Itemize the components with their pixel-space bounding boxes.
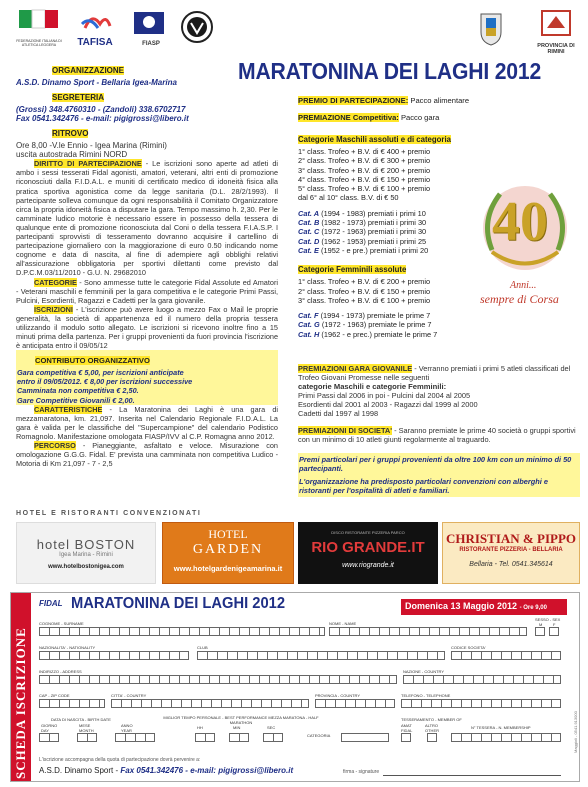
categorie-text: - Sono ammesse tutte le categorie Fidal Assolute ed Amatori - Veterani maschili e femminili per la gara competitiva e le categorie Primi Passi, Pulcini, Esordienti, Ragazzi e Cadetti per la gara giovanile.: [16, 277, 278, 305]
field-ntessera[interactable]: [451, 733, 561, 742]
cat-text: (1972 - 1963) premiate le prime 7: [321, 320, 432, 330]
form-side-band: [11, 593, 31, 781]
side-code-text: Maggioli - 0541.913000: [573, 711, 578, 753]
giovanile-t1: - Verranno premiati i primi 5 atleti classificati del Trofeo Giovani Promesse nelle seguenti: [298, 364, 571, 383]
giovanile-t2: categorie Maschili e categorie Femminili:: [298, 382, 447, 392]
giovanile-section: [298, 364, 580, 497]
label-m: M: [539, 622, 543, 627]
page-title: MARATONINA DEI LAGHI 2012: [238, 58, 542, 84]
label-nazione: NAZIONE - COUNTRY: [403, 669, 445, 674]
field-categoria[interactable]: [341, 733, 389, 742]
field-provincia[interactable]: [315, 699, 395, 708]
maschili-row: 3° class. Trofeo + B.V. di € 200 + premio: [298, 165, 431, 175]
maschili-row: 4° class. Trofeo + B.V. di € 150 + premio: [298, 174, 431, 184]
boston-name: hotel BOSTON: [36, 537, 136, 552]
fiasp-label: FIASP: [142, 41, 160, 47]
ritrovo-line2: uscita autostrada Rimini NORD: [16, 150, 128, 160]
cat-code: Cat. H: [298, 329, 320, 339]
cat-text: (1952 - e pre.) premiati i primi 20: [321, 245, 429, 255]
label-mese: MESE MONTH: [79, 723, 94, 733]
cat-text: (1962 - e prec.) premiate le prime 7: [321, 329, 438, 339]
field-cap[interactable]: [39, 699, 105, 708]
field-nazione[interactable]: [403, 675, 561, 684]
badge-line2: sempre di Corsa: [480, 292, 559, 306]
org-heading: ORGANIZZAZIONE: [52, 66, 124, 75]
label-telefono: TELEFONO - TELEPHONE: [401, 693, 451, 698]
field-hh[interactable]: [195, 733, 215, 742]
special-t2: L'organizzazione ha predisposto particolari convenzioni con alberghi e ristoranti per l'ospitalità di atleti e familiari.: [299, 476, 548, 496]
label-cap: CAP - ZIP CODE: [39, 693, 70, 698]
provincia-label: PROVINCIA DI RIMINI: [537, 43, 575, 55]
tafisa-swirl-icon: [70, 10, 120, 32]
label-f: F: [553, 622, 556, 627]
cat-text: (1994 - 1983) premiati i primi 10: [321, 208, 426, 218]
field-giorno[interactable]: [39, 733, 59, 742]
label-sesso: SESSO - SEX: [535, 617, 561, 622]
label-altro: ALTRO OTHER: [425, 723, 439, 733]
categorie-heading: CATEGORIE: [34, 277, 77, 287]
cat-row: [298, 246, 478, 255]
field-telefono[interactable]: [401, 699, 561, 708]
label-nome: NOME - NAME: [329, 621, 357, 626]
maschili-list: [298, 147, 478, 203]
cat-code: Cat. E: [298, 245, 319, 255]
maschili-cats: [298, 209, 478, 255]
form-note: L'iscrizione accompagna della quota di partecipazione dovrà pervenire a:: [39, 757, 201, 763]
field-firma[interactable]: [383, 775, 561, 776]
label-categoria: CATEGORIA: [307, 733, 331, 738]
form-date: Domenica 13 Maggio 2012: [405, 601, 518, 611]
societa-heading: PREMIAZIONI DI SOCIETA': [298, 425, 393, 435]
sponsor-riogrande[interactable]: [298, 522, 438, 584]
label-provincia: PROVINCIA - COUNTRY: [315, 693, 361, 698]
garden-hotel: HOTEL: [208, 527, 248, 541]
field-sex-f[interactable]: [549, 627, 559, 636]
femminili-heading: Categorie Femminili assolute: [298, 265, 407, 275]
boston-sub: Igea Marina - Rimini: [59, 552, 113, 558]
maschili-row: 1° class. Trofeo + B.V. di € 400 + premio: [298, 147, 431, 156]
provincia-crest-icon: [539, 8, 573, 38]
side-code: [573, 653, 578, 753]
contributo-line4: Gare Competitive Giovanili € 2,00.: [17, 395, 135, 405]
cat-row: [298, 218, 478, 227]
ritrovo-line1: Ore 8,00 -V.le Ennio - Igea Marina (Rimini): [16, 141, 167, 151]
tafisa-label: TAFISA: [77, 37, 113, 48]
percorso-heading: PERCORSO: [34, 441, 76, 450]
femminili-row: 1° class. Trofeo + B.V. di € 200 + premio: [298, 277, 431, 287]
maschili-row: dal 6° al 10° class. B.V. di € 50: [298, 193, 399, 203]
label-min: MIN: [233, 725, 241, 730]
label-amat: AMAT FIDAL: [401, 723, 413, 733]
femminili-cats: [298, 311, 478, 339]
cat-row: [298, 237, 478, 246]
field-min[interactable]: [229, 733, 249, 742]
label-tempo: MIGLIOR TEMPO PERSONALE - BEST PERFORMANCE MEZZA MARATONA - HALF MARATHON: [163, 715, 319, 725]
label-indirizzo: INDIRIZZO - ADDRESS: [39, 669, 82, 674]
label-codice: CODICE SOCIETA': [451, 645, 486, 650]
field-cognome[interactable]: [39, 627, 325, 636]
form-time: - Ore 9,00: [519, 605, 547, 611]
giovanile-t3: Primi Passi dal 2006 in poi - Pulcini dal 2004 al 2005: [298, 391, 471, 401]
societa-text: - Saranno premiate le prime 40 società o gruppi sportivi con un minimo di 10 atleti giunti regolarmente al traguardo.: [298, 425, 576, 444]
field-amat[interactable]: [401, 733, 411, 742]
garden-name: GARDEN: [192, 542, 264, 557]
label-hh: HH: [197, 725, 203, 730]
label-tesseramento: TESSERAMENTO - MEMBER OF: [401, 717, 462, 722]
field-sec[interactable]: [263, 733, 283, 742]
premiazione-text: Pacco gara: [400, 113, 440, 122]
crest-icon: [478, 10, 504, 46]
cat-code: Cat. D: [298, 236, 320, 246]
cat-code: Cat. G: [298, 320, 320, 330]
ivv-logo: [180, 10, 214, 49]
giovanile-heading: PREMIAZIONI GARA GIOVANILE: [298, 364, 413, 373]
form-footer: [39, 766, 293, 775]
field-citta[interactable]: [111, 699, 309, 708]
provincia-logo: [532, 8, 580, 55]
org-name: A.S.D. Dinamo Sport - Bellaria Igea-Marina: [16, 78, 177, 87]
special-box: [298, 453, 580, 497]
form-side-label: SCHEDA ISCRIZIONE: [13, 627, 28, 779]
field-altro[interactable]: [427, 733, 437, 742]
maschili-heading: Categorie Maschili assoluti e di categoria: [298, 135, 451, 144]
cat-code: Cat. A: [298, 208, 320, 218]
badge-number: 40: [492, 191, 548, 253]
rio-top: DISCO RISTORANTE PIZZERIA PARCO: [331, 530, 405, 535]
label-data: DATA DI NASCITA - BIRTH DATE: [51, 717, 111, 722]
maschili-row: 2° class. Trofeo + B.V. di € 300 + premio: [298, 156, 431, 166]
label-nazionalita: NAZIONALITA' - NATIONALITY: [39, 645, 96, 650]
seg-heading: SEGRETERIA: [52, 93, 105, 103]
field-sex-m[interactable]: [535, 627, 545, 636]
contributo-line3: Camminata non competitiva € 2,50.: [17, 386, 139, 396]
special-t1: Premi particolari per i gruppi provenienti da oltre 100 km con un minimo di 50 partecipanti.: [299, 454, 572, 473]
fidal-caption: FEDERAZIONE ITALIANA DI ATLETICA LEGGERA: [16, 39, 62, 47]
sponsor-christian-pippo[interactable]: [442, 522, 580, 584]
percorso-text: - Pianeggiante, asfaltato e veloce. Misurazione con omologazione G.G.G. Fidal. E' prevista una camminata non competitiva Ludico - Motoria di Km 21,097 - 7 - 2,5: [16, 441, 278, 469]
rio-name: RIO GRANDE.IT: [311, 539, 425, 556]
femminili-row: 3° class. Trofeo + B.V. di € 100 + premio: [298, 295, 431, 305]
field-club[interactable]: [197, 651, 445, 660]
giovanile-t4: Esordienti dal 2001 al 2003 - Ragazzi dal 1999 al 2000: [298, 400, 478, 410]
field-nome[interactable]: [329, 627, 527, 636]
cat-text: (1982 - 1973) premiati i primi 30: [321, 218, 427, 228]
label-citta: CITTA' - COUNTRY: [111, 693, 147, 698]
registration-form: [10, 592, 580, 782]
field-codice[interactable]: [451, 651, 561, 660]
field-mese[interactable]: [77, 733, 97, 742]
sponsor-garden[interactable]: [162, 522, 294, 584]
label-club: CLUB: [197, 645, 208, 650]
iscrizioni-text: - L'iscrizione può avere luogo a mezzo Fax o Mail le proprie generalità, la società di appartenenza ed il numero della propria tessera utilizzando il modulo sotto allegato. Le iscrizioni si ricevono inoltre fino a 15 minuti prima della partenza. Per i gruppi provenienti da fuori provincia l'iscrizione è anticipata entro il 09/05/12: [16, 304, 279, 351]
org-fax: Fax 0541.342476 - e-mail: pigigrossi@libero.it: [16, 114, 189, 124]
premio-heading: PREMIO DI PARTECIPAZIONE:: [298, 96, 409, 105]
giovanile-t5: Cadetti dal 1997 al 1998: [298, 409, 379, 419]
form-footer-org: A.S.D. Dinamo Sport -: [39, 766, 121, 775]
cat-row: [298, 209, 478, 218]
maschili-row: 5° class. Trofeo + B.V. di € 100 + premio: [298, 184, 431, 194]
iscrizioni-heading: ISCRIZIONI: [34, 304, 73, 314]
diritto-text: - Le iscrizioni sono aperte ad atleti di ambo i sessi tesserati Fidal agonisti, amatori, veterani, altri enti di promozione riconosciuti dalla F.I.D.A.L. e muniti di certificato medico di idoneità fisica alla pratica sportiva agonistica come da legge sanitaria (D.L. 28/2/1993). Il partecipante solleva comunque da ogni responsabilità il Comitato Organizzatore circa la propria idoneità fisica a disputare la gara. Tempo massimo h. 2,30. Per le camminate ludico motorie è necessario essere in possesso della tessera di qualunque ente di promozione riconosciuta dal Coni o della tessera F.I.A.S.P. I partecipanti sprovvisti di tesseramento dovranno acquisire il cartellino di partecipazione giornaliero con la maggiorazione di euro 0.50 indicando nome cognome e data di nascita, al fine di adempiere agli obblighi relativi all'assicurazione obbligatoria per sportivi dilettanti come previsto dal D.P.C.M.03/11/2010 - G.U. N. 29682010: [16, 159, 279, 278]
fiasp-logo: [132, 10, 170, 48]
label-ntessera: N° TESSERA - N. MEMBERSHIP: [471, 725, 531, 730]
caratteristiche-text: - La Maratonina dei Laghi è una gara di mezzamaratona, km. 21,097. Inserita nel Calendario Regionale F.I.D.A.L. La gara è valida per le classifiche del "Supercampione" del calendario Podistico Romagnolo. Manifestazione omologata FIASP/IVV al C.P. Romagna anno 2012.: [16, 404, 278, 441]
cat-text: (1994 - 1973) premiate le prime 7: [320, 311, 431, 321]
cat-text: (1972 - 1963) premiati i primi 30: [321, 227, 427, 237]
form-date-banner: [401, 599, 567, 615]
comune-crest: [478, 10, 504, 51]
premiazione-heading: PREMIAZIONE Competitiva:: [298, 113, 399, 122]
contributo-heading: CONTRIBUTO ORGANIZZATIVO: [35, 356, 150, 366]
cat-code: Cat. C: [298, 227, 320, 237]
cp-sub: RISTORANTE PIZZERIA - BELLARIA: [459, 547, 563, 553]
label-anno: ANNO YEAR: [121, 723, 133, 733]
cat-code: Cat. F: [298, 311, 319, 321]
femminili-list: [298, 277, 478, 305]
caratteristiche-heading: CARATTERISTICHE: [34, 404, 103, 414]
badge-line1: Anni...: [510, 280, 537, 291]
contributo-line2: entro il 09/05/2012. € 8,00 per iscrizioni successive: [17, 377, 193, 387]
diritto-heading: DIRITTO DI PARTECIPAZIONE: [34, 159, 142, 169]
anniversary-badge: [470, 180, 580, 310]
tafisa-logo: [70, 10, 120, 46]
cat-row: [298, 227, 478, 236]
cat-code: Cat. B: [298, 218, 320, 228]
ritrovo-heading: RITROVO: [52, 129, 89, 139]
form-title: MARATONINA DEI LAGHI 2012: [71, 595, 286, 612]
form-fidal-logo: FIDAL: [39, 599, 63, 608]
field-indirizzo[interactable]: [39, 675, 397, 684]
label-cognome: COGNOME - SURNAME: [39, 621, 84, 626]
cp-name: CHRISTIAN & PIPPO: [445, 531, 576, 546]
contributo-line1: Gara competitiva € 5,00, per iscrizioni anticipate: [17, 368, 184, 378]
label-sec: SEC: [267, 725, 276, 730]
sponsors-band: [16, 510, 580, 588]
garden-url: www.hotelgardenigeamarina.it: [173, 564, 283, 573]
femminili-row: 2° class. Trofeo + B.V. di € 150 + premio: [298, 286, 431, 296]
cp-tel: Bellaria - Tel. 0541.345614: [469, 561, 553, 568]
ivv-circle-icon: [180, 10, 214, 44]
label-giorno: GIORNO DAY: [41, 723, 58, 733]
field-nazionalita[interactable]: [39, 651, 189, 660]
left-column: [16, 60, 278, 468]
field-anno[interactable]: [115, 733, 155, 742]
sponsor-boston[interactable]: [16, 522, 156, 584]
boston-url: www.hotelbostonigea.com: [48, 564, 124, 570]
premio-text: Pacco alimentare: [410, 96, 470, 105]
cat-row: [298, 311, 478, 320]
cat-row: [298, 330, 478, 339]
right-column: [298, 96, 478, 339]
cat-row: [298, 320, 478, 329]
form-firma-label: firma - signature: [343, 769, 380, 775]
hotel-header: HOTEL E RISTORANTI CONVENZIONATI: [16, 510, 202, 517]
org-phones: (Grossi) 348.4760310 - (Zandoli) 338.6702717: [16, 105, 186, 115]
fidal-flag-icon: [14, 6, 64, 34]
cat-text: (1962 - 1953) premiati i primi 25: [321, 236, 427, 246]
rio-url: www.riogrande.it: [342, 562, 394, 569]
fiasp-emblem-icon: [132, 10, 166, 36]
fidal-logo: [14, 6, 64, 46]
form-footer-fax: Fax 0541.342476 - e-mail: pigigrossi@libero.it: [120, 766, 294, 775]
